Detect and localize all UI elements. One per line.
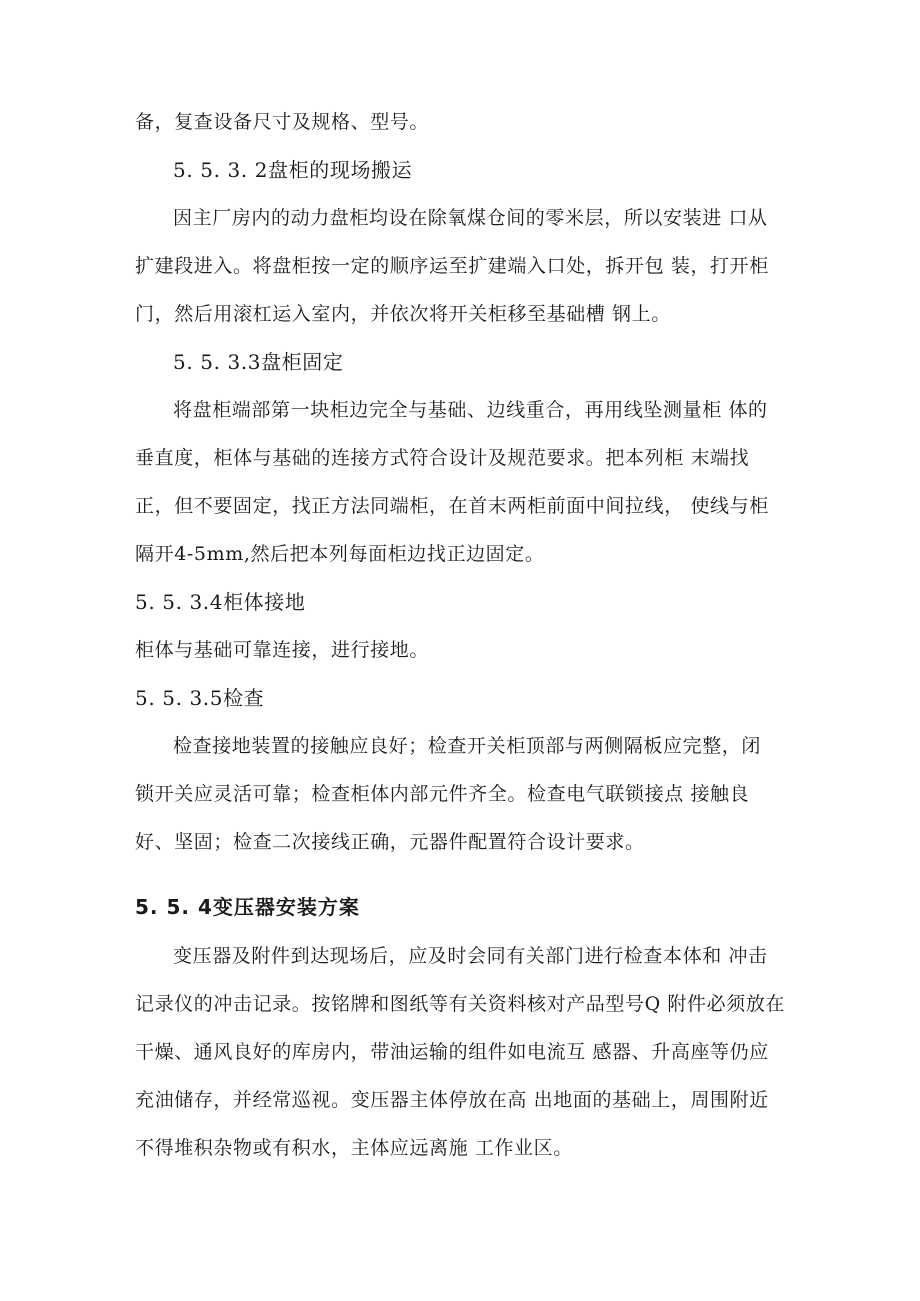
text-line: 门，然后用滚杠运入室内，并依次将开关柜移至基础槽 钢上。 (135, 303, 671, 325)
section-heading: 5. 5. 3.3盘柜固定 (173, 350, 344, 374)
text-line: 检查接地装置的接触应良好；检查开关柜顶部与两侧隔板应完整，闭 (173, 735, 762, 757)
section-heading: 5. 5. 3.4柜体接地 (135, 590, 306, 614)
text-line: 好、坚固；检查二次接线正确，元器件配置符合设计要求。 (135, 831, 645, 853)
text-line: 将盘柜端部第一块柜边完全与基础、边线重合，再用线坠测量柜 体的 (173, 399, 768, 421)
text-line: 充油储存，并经常巡视。变压器主体停放在高 出地面的基础上，周围附近 (135, 1089, 769, 1111)
text-line: 干燥、通风良好的库房内，带油运输的组件如电流互 感器、升高座等仍应 (135, 1041, 769, 1063)
section-heading-bold: 5. 5. 4变压器安装方案 (135, 895, 360, 919)
section-heading: 5. 5. 3.5检查 (135, 686, 265, 710)
text-line: 正，但不要固定，找正方法同端柜，在首末两柜前面中间拉线， 使线与柜 (135, 495, 769, 517)
text-line: 锁开关应灵活可靠；检查柜体内部元件齐全。检查电气联锁接点 接触良 (135, 783, 750, 805)
text-line: 记录仪的冲击记录。按铭牌和图纸等有关资料核对产品型号Q 附件必须放在 (135, 993, 786, 1015)
text-line: 变压器及附件到达现场后，应及时会同有关部门进行检查本体和 冲击 (173, 945, 768, 967)
text-line: 柜体与基础可靠连接，进行接地。 (135, 639, 430, 661)
text-line: 不得堆积杂物或有积水，主体应远离施 工作业区。 (135, 1137, 573, 1159)
text-line: 因主厂房内的动力盘柜均设在除氧煤仓间的零米层，所以安装进 口从 (173, 207, 768, 229)
section-heading: 5. 5. 3. 2盘柜的现场搬运 (173, 158, 413, 182)
text-line: 备，复查设备尺寸及规格、型号。 (135, 111, 430, 133)
text-line: 扩建段进入。将盘柜按一定的顺序运至扩建端入口处，拆开包 装，打开柜 (135, 255, 769, 277)
text-line: 隔开4-5mm,然后把本列每面柜边找正边固定。 (135, 543, 545, 565)
text-line: 垂直度，柜体与基础的连接方式符合设计及规范要求。把本列柜 末端找 (135, 447, 750, 469)
